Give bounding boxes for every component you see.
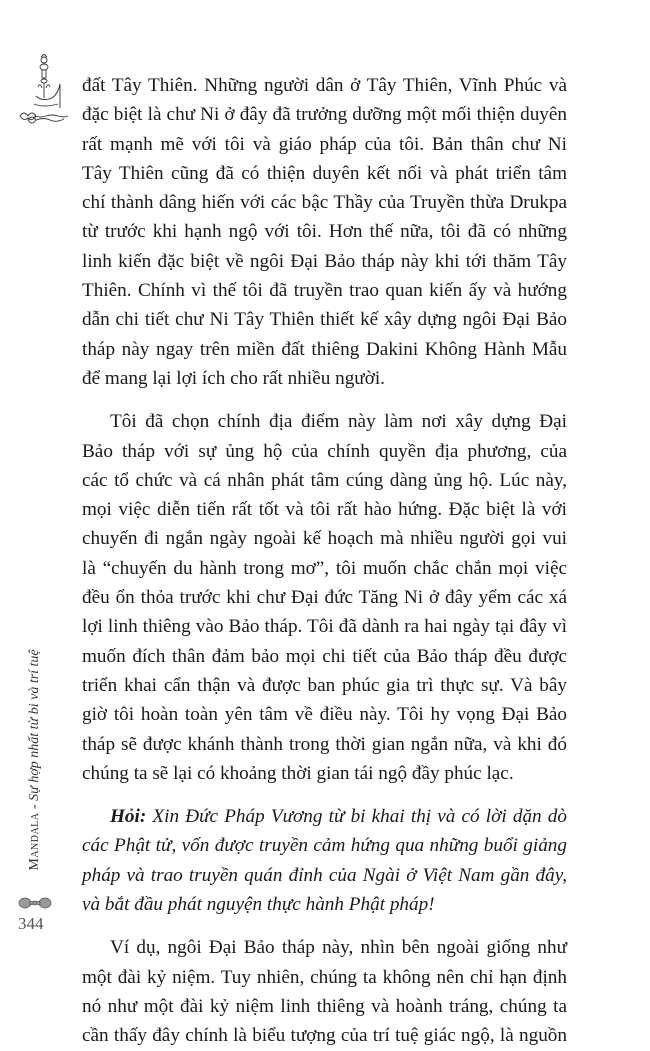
text-line: Tôi đã chọn chính địa điểm này làm nơi xây dựng Đại	[110, 411, 567, 433]
vajra-hand-illustration-icon	[14, 54, 72, 134]
text-line: để mang lại lợi ích cho rất nhiều người.	[82, 367, 385, 389]
double-vajra-icon	[17, 895, 53, 911]
text-line: đất Tây Thiên. Những người dân ở Tây Thiên, Vĩnh Phúc và	[82, 75, 567, 96]
text-line: Bảo tháp với sự ủng hộ của chính quyền địa phương, của	[82, 440, 567, 462]
text-line: rất mạnh mẽ với tôi và giáo pháp của tôi. Bản thân chư Ni	[82, 133, 567, 155]
text-line: Ví dụ, ngôi Đại Bảo tháp này, nhìn bên ngoài giống như	[110, 937, 567, 959]
text-line: mọi việc diễn tiến rất tốt và tôi rất hào hứng. Đặc biệt là với	[82, 499, 567, 521]
text-line: nó như một đài kỷ niệm linh thiêng và hoành tráng, chúng ta	[82, 995, 567, 1017]
text-line: lợi linh thiêng vào Bảo tháp. Tôi đã dành ra hai ngày tại đây vì	[82, 616, 567, 638]
page-body	[82, 71, 567, 1051]
text-line: là “chuyến du hành trong mơ”, tôi muốn chắc chắn mọi việc	[82, 557, 567, 579]
paragraph-2	[82, 407, 567, 788]
text-line: muốn đích thân đảm bảo mọi chi tiết của Bảo tháp đều được	[82, 645, 567, 667]
text-line: đặc biệt là chư Ni ở đây đã trưởng dưỡng một mối thiện duyên	[82, 104, 567, 126]
book-title: Mandala	[27, 812, 42, 871]
title-separator: -	[27, 800, 42, 813]
text-line: và bắt đầu phát nguyện thực hành Phật pháp!	[82, 894, 435, 916]
text-line: từ trước khi hạnh ngộ với tôi. Hơn thế nữa, tôi đã có những	[82, 221, 567, 243]
text-line: giờ tôi hoàn toàn yên tâm về điều này. Tôi hy vọng Đại Bảo	[82, 704, 567, 726]
paragraph-1	[82, 71, 567, 393]
text-line: chí thành dâng hiến với các bậc Thầy của Truyền thừa Drukpa	[82, 192, 567, 214]
page-number: 344	[18, 914, 44, 933]
text-line: chuyến đi ngắn ngày ngoài kế hoạch mà nhiều người gọi vui	[82, 528, 567, 550]
text-line: pháp và trao truyền quán đỉnh của Ngài ở Việt Nam gần đây,	[82, 864, 567, 886]
text-line: linh kiến đặc biệt về ngôi Đại Bảo tháp này khi tới thăm Tây	[82, 250, 567, 272]
text-line: Thiên. Chính vì thế tôi đã truyền trao quan kiến ấy và hướng	[82, 280, 567, 302]
question-label: Hỏi:	[110, 806, 147, 828]
question-text: Xin Đức Pháp Vương từ bi khai thị và có lời dặn dò	[146, 806, 567, 828]
text-line: các Phật tử, vốn được truyền cảm hứng qua những buổi giảng	[82, 835, 567, 857]
running-title	[20, 640, 50, 880]
text-line: một đài kỷ niệm. Tuy nhiên, chúng ta không nên chỉ hạn định	[82, 966, 567, 988]
question-paragraph	[82, 802, 567, 919]
text-line: triển khai cẩn thận và được ban phúc gia trì thực sự. Và bây	[82, 674, 567, 696]
paragraph-3	[82, 933, 567, 1050]
text-line: các tổ chức và cá nhân phát tâm cúng dàng ủng hộ. Lúc này,	[82, 469, 567, 491]
text-line: chúng ta sẽ lại có khoảng thời gian tái ngộ đầy phúc lạc.	[82, 762, 514, 784]
text-line: tháp sẽ được khánh thành trong thời gian ngắn nữa, và khi đó	[82, 733, 567, 755]
book-subtitle: Sự hợp nhất từ bi và trí tuệ	[27, 649, 42, 801]
text-line	[82, 802, 567, 831]
text-line: dẫn chi tiết chư Ni Tây Thiên thiết kế xây dựng ngôi Đại Bảo	[82, 309, 567, 331]
text-line: cần thấy đây chính là biểu tượng của trí tuệ giác ngộ, là nguồn	[82, 1025, 567, 1047]
text-line: đều ổn thỏa trước khi chư Đại đức Tăng Ni ở đây yểm các xá	[82, 587, 567, 609]
text-line: Tây Thiên cũng đã có thiện duyên kết nối và phát triển tâm	[82, 162, 567, 184]
text-line: tháp này ngay trên miền đất thiêng Dakini Không Hành Mẫu	[82, 338, 567, 360]
